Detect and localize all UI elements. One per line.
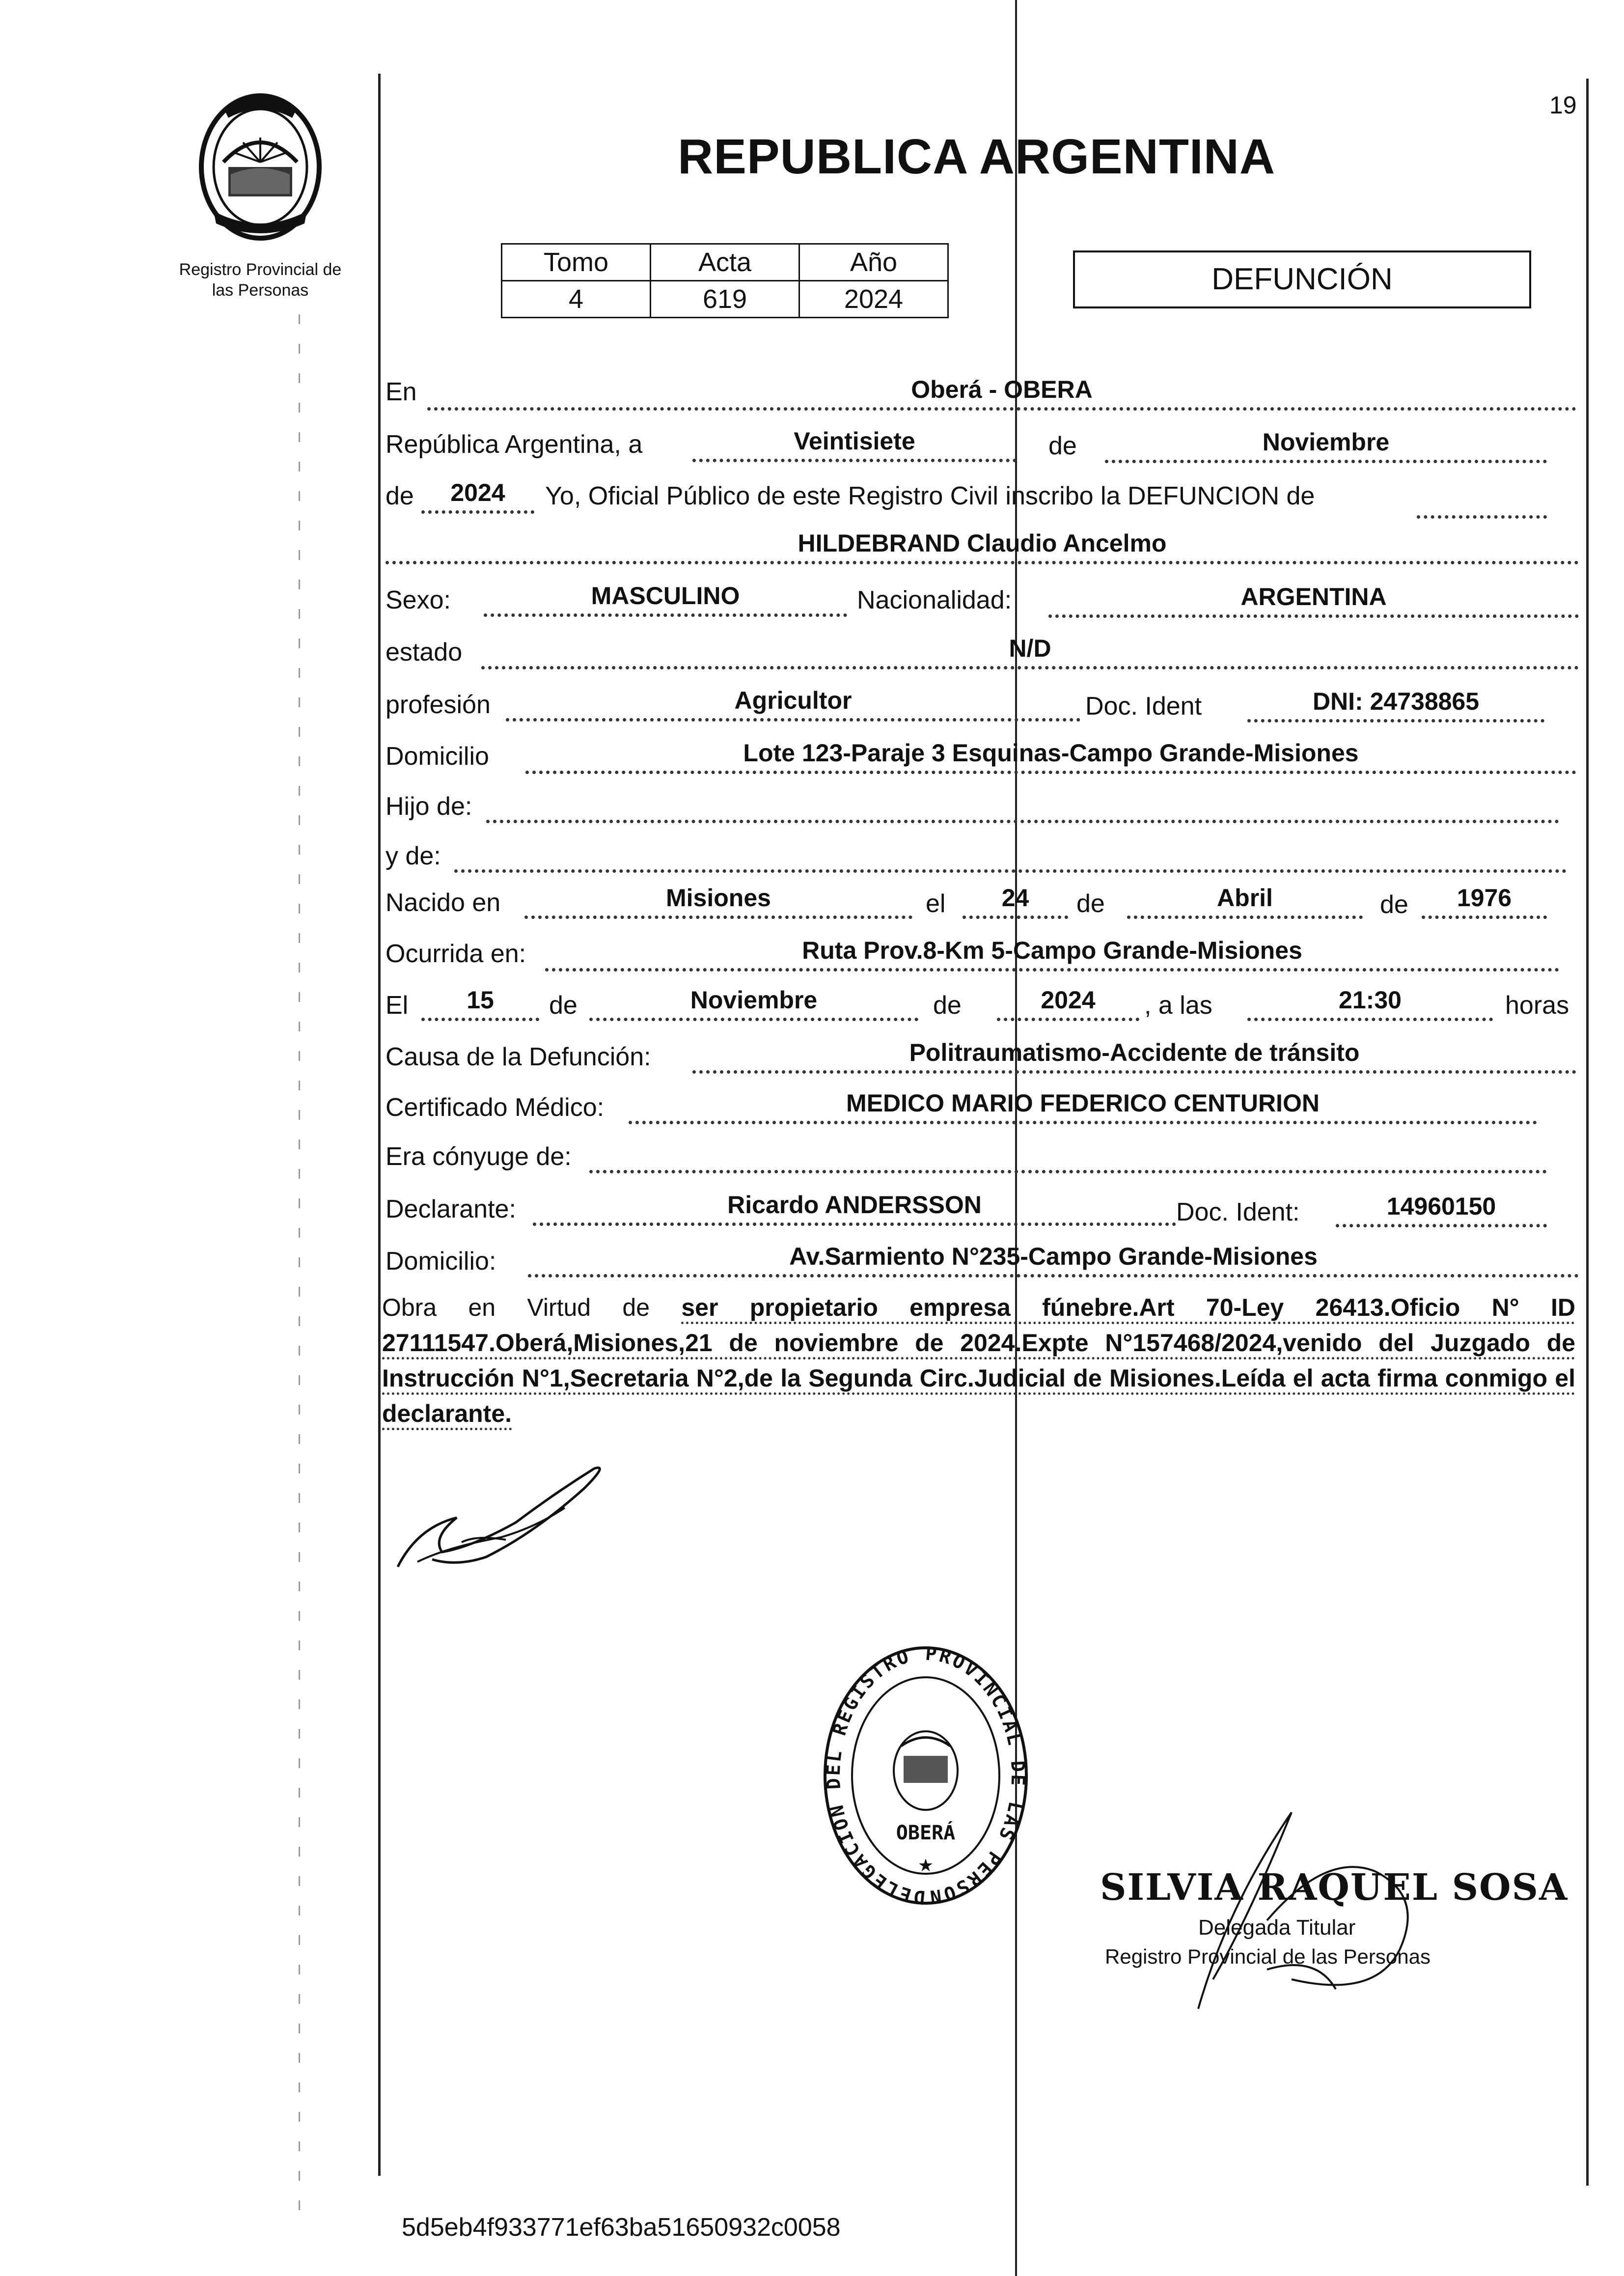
label-domicilio: Domicilio — [385, 742, 489, 771]
label-de-nac-mes: de — [1076, 889, 1105, 918]
label-estado: estado — [385, 638, 463, 666]
tomo-value: 4 — [502, 281, 651, 318]
official-stamp — [818, 1640, 1034, 1918]
label-obra: Obra en Virtud de — [382, 1294, 650, 1321]
field-def-hora: 21:30 — [1247, 986, 1493, 1021]
registry-line-2: las Personas — [212, 281, 309, 300]
field-nac-dia: 24 — [963, 884, 1068, 919]
label-hijo-de: Hijo de: — [385, 792, 472, 821]
field-causa: Politraumatismo-Accidente de tránsito — [692, 1039, 1576, 1074]
field-def-dia: 15 — [421, 986, 539, 1021]
label-en: En — [385, 378, 417, 406]
label-certificado: Certificado Médico: — [385, 1093, 605, 1122]
label-declarante: Declarante: — [385, 1195, 516, 1223]
label-de-def-anio: de — [933, 991, 962, 1020]
label-de-anio: de — [385, 482, 414, 510]
field-declarante-domicilio: Av.Sarmiento N°235-Campo Grande-Misiones — [528, 1243, 1579, 1277]
field-conyuge — [589, 1138, 1547, 1173]
label-de-nac-anio: de — [1380, 890, 1408, 919]
field-lugar: Oberá - OBERA — [427, 376, 1576, 411]
obra-paragraph — [382, 1290, 1575, 1431]
registry-name — [157, 259, 363, 301]
field-nac-mes: Abril — [1127, 884, 1363, 919]
label-horas: horas — [1505, 991, 1569, 1020]
right-margin-line — [1586, 79, 1589, 2186]
label-domicilio-declarante: Domicilio: — [385, 1247, 496, 1276]
acta-label: Acta — [651, 244, 799, 281]
label-de-def-mes: de — [549, 991, 578, 1020]
field-def-anio: 2024 — [997, 986, 1139, 1021]
field-anio: 2024 — [421, 479, 534, 514]
registry-line-1: Registro Provincial de — [179, 260, 342, 279]
label-el-def: El — [385, 991, 409, 1020]
stamp-center-text: OBERÁ — [896, 1822, 956, 1844]
field-nacido-en: Misiones — [524, 884, 912, 919]
label-nacido-en: Nacido en — [385, 888, 501, 917]
signatory-name: SILVIA RAQUEL SOSA — [1100, 1866, 1569, 1909]
field-estado: N/D — [481, 635, 1579, 669]
handwritten-signature-icon — [388, 1454, 643, 1596]
acta-value: 619 — [651, 281, 799, 318]
signatory-role: Delegada Titular — [1198, 1915, 1356, 1940]
document-hash: 5d5eb4f933771ef63ba51650932c0058 — [402, 2213, 841, 2242]
label-nacionalidad: Nacionalidad: — [857, 586, 1012, 614]
record-type-box: DEFUNCIÓN — [1073, 250, 1531, 308]
label-el: el — [926, 889, 946, 918]
page-number: 19 — [1549, 91, 1577, 119]
field-declarante: Ricardo ANDERSSON — [533, 1191, 1176, 1226]
field-y-de — [454, 838, 1567, 873]
province-logo — [194, 88, 327, 246]
center-fold-line — [1015, 0, 1017, 2276]
tomo-label: Tomo — [502, 244, 651, 281]
field-mes: Noviembre — [1105, 428, 1547, 463]
signatory-organization: Registro Provincial de las Personas — [1105, 1945, 1431, 1968]
label-doc-ident-declarante: Doc. Ident: — [1176, 1198, 1300, 1226]
left-edge-marks — [299, 314, 300, 2230]
label-ocurrida-en: Ocurrida en: — [385, 940, 526, 968]
label-causa: Causa de la Defunción: — [385, 1043, 651, 1071]
province-crest-icon — [194, 88, 327, 246]
field-nac-anio: 1976 — [1422, 884, 1547, 919]
label-a-las: , a las — [1144, 991, 1212, 1020]
label-de-mes: de — [1048, 432, 1077, 460]
field-hijo-de — [486, 788, 1559, 823]
field-nombre: HILDEBRAND Claudio Ancelmo — [385, 529, 1579, 564]
label-profesion: profesión — [385, 691, 491, 719]
field-def-mes: Noviembre — [589, 986, 918, 1021]
field-profesion: Agricultor — [506, 687, 1080, 722]
field-nacionalidad: ARGENTINA — [1048, 583, 1579, 618]
label-sexo: Sexo: — [385, 586, 451, 614]
declarant-signature — [388, 1454, 643, 1596]
label-doc-ident: Doc. Ident — [1085, 692, 1202, 721]
stamp-ring-text: DELEGACION DEL REGISTRO PROVINCIAL DE LAS PERSON — [822, 1642, 1029, 1909]
label-conyuge: Era cónyuge de: — [385, 1142, 572, 1171]
label-y-de: y de: — [385, 842, 441, 870]
field-certificado: MEDICO MARIO FEDERICO CENTURION — [629, 1089, 1537, 1124]
registry-stamp-icon — [818, 1640, 1034, 1915]
reference-table — [501, 243, 949, 318]
field-doc: DNI: 24738865 — [1247, 688, 1544, 722]
field-obra-virtud: ser propietario empresa fúnebre.Art 70-Ley 26413.Oficio N° ID 27111547.Oberá,Misiones,21 de noviembre de 2024.Expte N°157468/2024,venido del Juzgado de Instrucción N°1,Secretaria N°2,de la Segunda Circ.Judicial de Misiones.Leída el acta firma conmigo el declarante. — [382, 1294, 1575, 1427]
field-declarante-doc: 14960150 — [1336, 1193, 1547, 1227]
svg-text:★: ★ — [917, 1855, 934, 1875]
field-inline-blank — [1417, 484, 1547, 519]
field-sexo: MASCULINO — [484, 582, 847, 617]
label-republica: República Argentina, a — [385, 430, 643, 459]
left-margin-line — [378, 74, 381, 2176]
field-dia-texto: Veintisiete — [692, 427, 1017, 462]
field-ocurrida-en: Ruta Prov.8-Km 5-Campo Grande-Misiones — [545, 937, 1559, 971]
page-title: REPUBLICA ARGENTINA — [678, 129, 1276, 184]
anio-value: 2024 — [799, 281, 948, 318]
anio-label: Año — [799, 244, 948, 281]
label-yo-oficial: Yo, Oficial Público de este Registro Civil inscribo la DEFUNCION de — [545, 482, 1315, 510]
field-domicilio: Lote 123-Paraje 3 Esquinas-Campo Grande-Misiones — [525, 739, 1576, 774]
